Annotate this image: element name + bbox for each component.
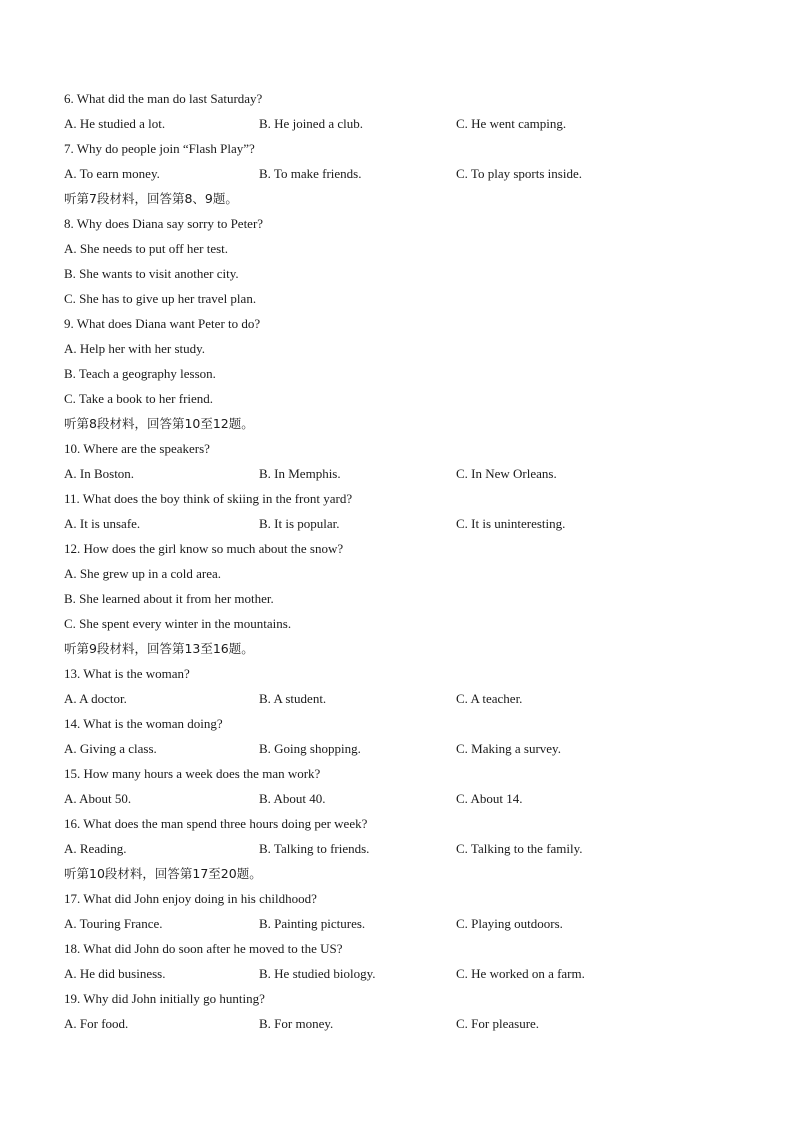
question-text: 16. What does the man spend three hours doing per week? [64, 816, 368, 831]
question-text: 18. What did John do soon after he moved to the US? [64, 941, 343, 956]
option-c: C. In New Orleans. [456, 466, 557, 481]
option-c: C. He worked on a farm. [456, 966, 585, 981]
option-a: A. About 50. [64, 791, 132, 806]
option-b: B. He joined a club. [259, 116, 363, 131]
question-text: 8. Why does Diana say sorry to Peter? [64, 216, 264, 231]
option-b: B. For money. [259, 1016, 334, 1031]
question-text: 9. What does Diana want Peter to do? [64, 316, 261, 331]
option-a: A. For food. [64, 1016, 129, 1031]
option-b: B. To make friends. [259, 166, 362, 181]
section-instruction: 听第10段材料，回答第17至20题。 [64, 866, 262, 881]
question-text: 13. What is the woman? [64, 666, 190, 681]
option-c: C. About 14. [456, 791, 523, 806]
option-c: C. Playing outdoors. [456, 916, 563, 931]
option-c: C. Talking to the family. [456, 841, 583, 856]
option-c: C. Making a survey. [456, 741, 561, 756]
option-a: A. To earn money. [64, 166, 160, 181]
option-line: A. She grew up in a cold area. [64, 566, 222, 581]
option-a: A. He studied a lot. [64, 116, 166, 131]
option-b: B. Painting pictures. [259, 916, 366, 931]
section-instruction: 听第7段材料，回答第8、9题。 [64, 191, 238, 206]
option-b: B. In Memphis. [259, 466, 341, 481]
question-text: 6. What did the man do last Saturday? [64, 91, 263, 106]
question-text: 11. What does the boy think of skiing in the front yard? [64, 491, 353, 506]
option-b: B. A student. [259, 691, 327, 706]
section-instruction: 听第9段材料，回答第13至16题。 [64, 641, 254, 656]
option-line: B. She wants to visit another city. [64, 266, 239, 281]
question-text: 17. What did John enjoy doing in his childhood? [64, 891, 317, 906]
option-b: B. Talking to friends. [259, 841, 370, 856]
option-a: A. It is unsafe. [64, 516, 141, 531]
question-text: 19. Why did John initially go hunting? [64, 991, 265, 1006]
option-c: C. A teacher. [456, 691, 523, 706]
section-instruction: 听第8段材料，回答第10至12题。 [64, 416, 254, 431]
question-text: 15. How many hours a week does the man work? [64, 766, 321, 781]
question-text: 12. How does the girl know so much about the snow? [64, 541, 344, 556]
option-a: A. A doctor. [64, 691, 127, 706]
option-line: A. She needs to put off her test. [64, 241, 229, 256]
option-b: B. He studied biology. [259, 966, 376, 981]
option-c: C. To play sports inside. [456, 166, 582, 181]
option-line: C. She has to give up her travel plan. [64, 291, 257, 306]
option-a: A. He did business. [64, 966, 166, 981]
option-b: B. It is popular. [259, 516, 340, 531]
option-line: B. Teach a geography lesson. [64, 366, 216, 381]
option-a: A. In Boston. [64, 466, 135, 481]
option-c: C. For pleasure. [456, 1016, 540, 1031]
question-text: 10. Where are the speakers? [64, 441, 210, 456]
option-b: B. Going shopping. [259, 741, 361, 756]
option-a: A. Giving a class. [64, 741, 157, 756]
option-line: B. She learned about it from her mother. [64, 591, 274, 606]
option-line: C. Take a book to her friend. [64, 391, 214, 406]
option-b: B. About 40. [259, 791, 326, 806]
option-line: A. Help her with her study. [64, 341, 206, 356]
option-c: C. It is uninteresting. [456, 516, 566, 531]
question-text: 7. Why do people join “Flash Play”? [64, 141, 255, 156]
option-a: A. Touring France. [64, 916, 163, 931]
question-text: 14. What is the woman doing? [64, 716, 223, 731]
option-line: C. She spent every winter in the mountains. [64, 616, 292, 631]
option-a: A. Reading. [64, 841, 127, 856]
option-c: C. He went camping. [456, 116, 567, 131]
